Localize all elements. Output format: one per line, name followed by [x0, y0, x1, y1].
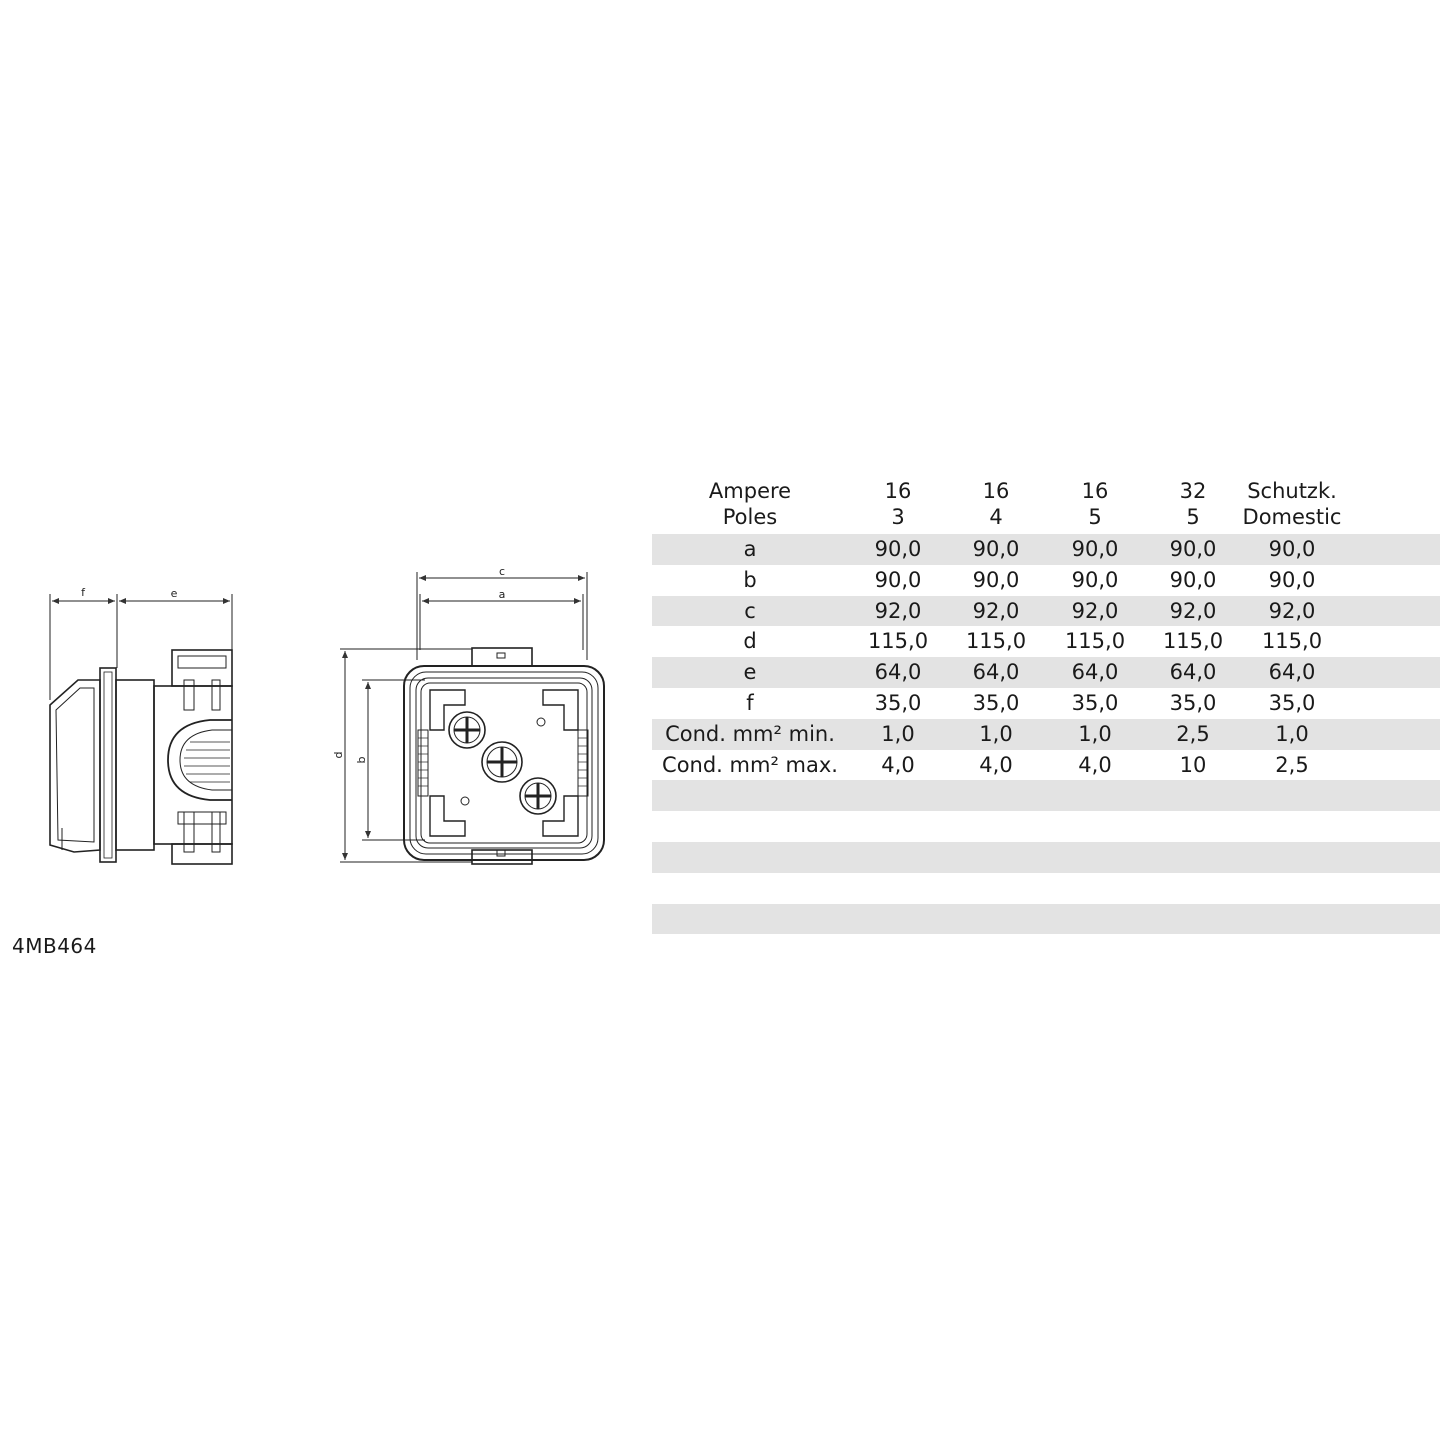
table-row	[652, 873, 1440, 904]
row-label: a	[743, 537, 757, 561]
table-row	[652, 934, 1440, 965]
table-cell: 4,0	[881, 752, 915, 777]
table-cell: 1,0	[1078, 721, 1112, 746]
table-cell: 90,0	[874, 567, 922, 592]
table-cell: 35,0	[1268, 690, 1316, 715]
table-cell: 1,0	[979, 721, 1013, 746]
table-row	[652, 811, 1440, 842]
table-cell: 92,0	[972, 598, 1020, 623]
table-cell: 2,5	[1176, 721, 1210, 746]
table-cell: 90,0	[1268, 537, 1316, 561]
table-row	[652, 688, 1440, 719]
row-label: Cond. mm² min.	[665, 721, 835, 746]
table-cell: 1,0	[881, 721, 915, 746]
table-row	[652, 657, 1440, 688]
header-cell: Schutzk.	[1247, 479, 1337, 503]
table-body	[652, 534, 1440, 965]
side-view-drawing	[50, 594, 232, 864]
table-cell: 115,0	[1162, 629, 1224, 654]
row-label: Cond. mm² max.	[662, 752, 838, 777]
table-row	[652, 842, 1440, 873]
table-cell: 115,0	[1261, 629, 1323, 654]
header-cell: 16	[884, 479, 912, 503]
header-cell: Ampere	[708, 479, 792, 503]
table-row	[652, 780, 1440, 811]
table-row	[652, 904, 1440, 935]
header-cell: 3	[891, 505, 905, 529]
row-label: e	[743, 660, 757, 685]
technical-drawings	[0, 0, 640, 1000]
table-cell: 90,0	[1071, 537, 1119, 561]
product-code: 4MB464	[12, 934, 97, 958]
dimension-label-c: c	[498, 565, 506, 578]
table-cell: 92,0	[1071, 598, 1119, 623]
table-cell: 10	[1179, 752, 1207, 777]
spec-table	[652, 478, 1440, 965]
row-label: f	[746, 690, 754, 715]
table-cell: 90,0	[1071, 567, 1119, 592]
table-cell: 92,0	[1268, 598, 1316, 623]
table-row	[652, 534, 1440, 565]
table-row	[652, 719, 1440, 750]
header-cell: Poles	[722, 505, 778, 529]
table-cell: 90,0	[972, 537, 1020, 561]
table-header	[652, 478, 1440, 534]
table-cell: 90,0	[1268, 567, 1316, 592]
header-cell: Domestic	[1242, 505, 1342, 529]
table-cell: 64,0	[874, 660, 922, 685]
dimension-label-e: e	[170, 587, 178, 600]
header-cell: 5	[1186, 505, 1200, 529]
table-cell: 4,0	[1078, 752, 1112, 777]
table-cell: 90,0	[874, 537, 922, 561]
table-row	[652, 626, 1440, 657]
front-view-drawing	[340, 572, 604, 864]
table-cell: 115,0	[1064, 629, 1126, 654]
table-cell: 92,0	[1169, 598, 1217, 623]
row-label: b	[743, 567, 757, 592]
table-row	[652, 596, 1440, 627]
table-cell: 90,0	[1169, 537, 1217, 561]
table-cell: 115,0	[867, 629, 929, 654]
dimension-label-a: a	[498, 588, 506, 601]
dimension-label-d: d	[332, 751, 345, 759]
table-cell: 64,0	[1071, 660, 1119, 685]
dimension-label-b: b	[355, 756, 368, 764]
header-cell: 16	[1081, 479, 1109, 503]
header-cell: 32	[1179, 479, 1207, 503]
table-cell: 115,0	[965, 629, 1027, 654]
table-cell: 64,0	[1268, 660, 1316, 685]
table-cell: 90,0	[1169, 567, 1217, 592]
table-cell: 92,0	[874, 598, 922, 623]
dimension-label-f: f	[81, 586, 85, 599]
row-label: c	[744, 598, 756, 623]
header-cell: 5	[1088, 505, 1102, 529]
table-cell: 4,0	[979, 752, 1013, 777]
table-row	[652, 750, 1440, 781]
table-cell: 90,0	[972, 567, 1020, 592]
header-cell: 4	[989, 505, 1003, 529]
table-cell: 35,0	[1169, 690, 1217, 715]
table-row	[652, 565, 1440, 596]
table-cell: 64,0	[972, 660, 1020, 685]
row-label: d	[743, 629, 757, 654]
table-cell: 1,0	[1275, 721, 1309, 746]
header-cell: 16	[982, 479, 1010, 503]
table-cell: 35,0	[972, 690, 1020, 715]
table-cell: 35,0	[1071, 690, 1119, 715]
table-cell: 2,5	[1275, 752, 1309, 777]
table-cell: 64,0	[1169, 660, 1217, 685]
table-cell: 35,0	[874, 690, 922, 715]
